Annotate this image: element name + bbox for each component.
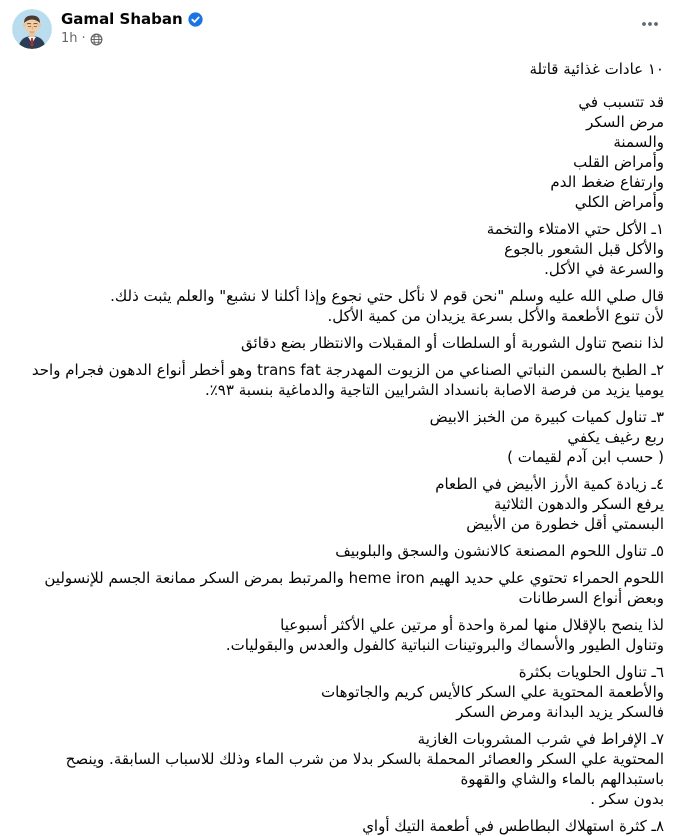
timestamp-link[interactable]: 1h [61,31,78,46]
avatar[interactable] [12,9,52,49]
post-content [0,51,680,836]
post-paragraph [16,729,664,809]
post-paragraph [16,662,664,722]
post-line: يرفع السكر والدهون الثلاثية [493,495,664,513]
post-line: ٦ـ تناول الحلويات بكثرة [518,663,664,681]
globe-privacy-icon [90,33,103,46]
post-paragraph [16,286,664,326]
post-paragraph [16,615,664,655]
post-line: لأن تنوع الأطعمة والأكل بسرعة يزيدان من كمية الأكل. [327,307,664,325]
post-line: ( حسب ابن آدم لقيمات ) [507,448,664,466]
post-line: بدون سكر . [590,790,664,808]
post-line: ٤ـ زيادة كمية الأرز الأبيض في الطعام [435,475,664,493]
header-info [61,9,203,47]
avatar-illustration [12,9,52,49]
post-line: ٧ـ الإفراط في شرب المشروبات الغازية [417,730,664,748]
post-line: ١ـ الأكل حتي الامتلاء والتخمة [486,220,664,238]
post-paragraph [16,541,664,561]
post-line: والأكل قبل الشعور بالجوع [504,240,664,258]
verified-badge-icon [188,12,203,27]
post-line: ٨ـ كثرة استهلاك البطاطس في أطعمة التيك أواي [362,817,664,835]
ellipsis-icon [640,14,660,34]
post-line: والسرعة في الأكل. [544,260,664,278]
post-meta-row [61,31,203,47]
post-line: والأطعمة المحتوية علي السكر كالأيس كريم والجاتوهات [320,683,664,701]
author-name-link[interactable]: Gamal Shaban [61,10,183,28]
post-line: لذا ننصح تناول الشوربة أو السلطات أو المقبلات والانتظار بضع دقائق [241,334,664,352]
post-line: وتناول الطيور والأسماك والبروتينات النباتية كالفول والعدس والبقوليات. [225,636,664,654]
post-line: قد تتسبب في [578,93,664,111]
post-title: ١٠ عادات غذائية قاتلة [529,60,664,78]
post-line: فالسكر يزيد البدانة ومرض السكر [456,703,664,721]
post-line: المحتوية علي السكر والعصائر المحملة بالسكر بدلا من شرب الماء وذلك للاسباب السابقة. وينصح باستبدالهم بالماء والشاي والقهوة [65,750,664,788]
post-line: البسمتي أقل خطورة من الأبيض [466,515,664,533]
post-line: ربع رغيف يكفي [567,428,664,446]
post-paragraph [16,816,664,836]
post-line: وارتفاع ضغط الدم [550,173,664,191]
post-paragraph [16,219,664,279]
post-line: وأمراض القلب [573,153,664,171]
post-paragraph [16,474,664,534]
author-name-row [61,10,203,29]
more-options-button[interactable] [634,12,666,36]
post-line: قال صلي الله عليه وسلم "نحن قوم لا نأكل حتي نجوع وإذا أكلنا لا نشبع" والعلم يثبت ذلك. [110,287,664,305]
post-line: ٥ـ تناول اللحوم المصنعة كالانشون والسجق والبلوبيف [335,542,664,560]
post-line: ٣ـ تناول كميات كبيرة من الخبز الابيض [429,408,664,426]
post-line: لذا ينصح بالإقلال منها لمرة واحدة أو مرتين علي الأكثر أسبوعيا [280,616,664,634]
post-line: والسمنة [613,133,664,151]
post-paragraph [16,333,664,353]
post-paragraph [16,92,664,212]
post-line: اللحوم الحمراء تحتوي علي حديد الهيم heme iron والمرتبط بمرض السكر ممانعة الجسم للإنسولين وبعض أنواع السرطانات [44,569,664,607]
post-paragraphs [16,92,664,836]
post-paragraph [16,360,664,400]
meta-separator: · [81,31,86,46]
post-line: مرض السكر [586,113,664,131]
post-header [0,0,680,51]
post-line: وأمراض الكلي [574,193,664,211]
post-paragraph [16,568,664,608]
post-paragraph [16,407,664,467]
post-line: ٢ـ الطبخ بالسمن النباتي الصناعي من الزيوت المهدرجة trans fat وهو أخطر أنواع الدهون فجرام واحد يوميا يزيد من فرصة الاصابة بانسداد الشرايين التاجية والدماغية بنسبة ٩٣٪. [31,361,664,399]
